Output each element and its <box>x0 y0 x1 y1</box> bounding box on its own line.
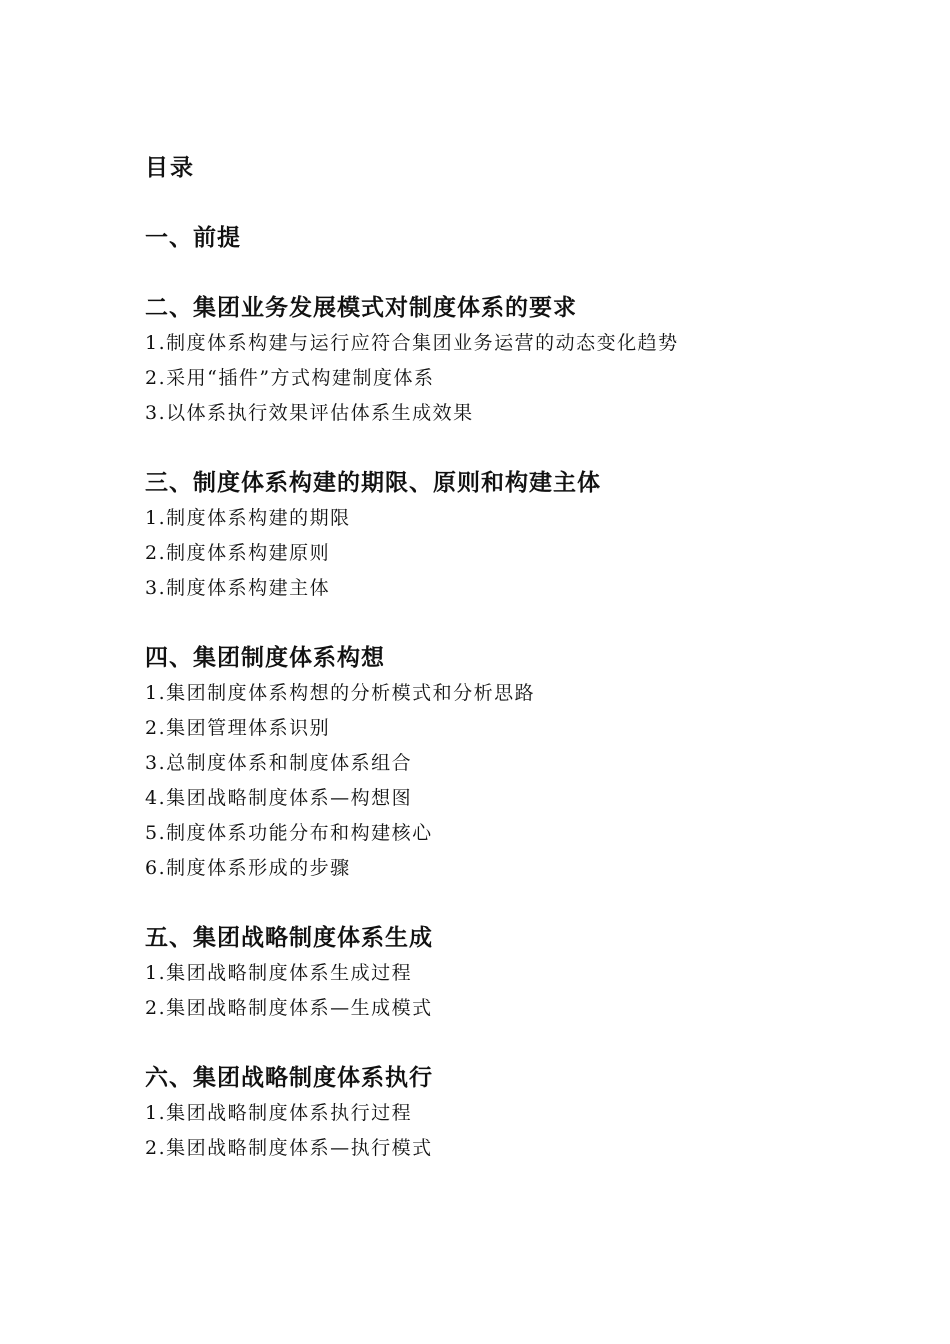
section-items <box>145 1096 905 1166</box>
section-heading: 一、前提 <box>145 224 241 251</box>
section-heading: 五、集团战略制度体系生成 <box>145 924 433 951</box>
toc-title: 目录 <box>145 154 195 181</box>
section-items <box>145 676 905 886</box>
toc-item: 2.集团战略制度体系—执行模式 <box>145 1137 433 1159</box>
toc-item: 2.集团战略制度体系—生成模式 <box>145 997 433 1019</box>
toc-item: 2.制度体系构建原则 <box>145 542 331 564</box>
toc-section-6 <box>145 1060 905 1166</box>
toc-item: 3.总制度体系和制度体系组合 <box>145 752 413 774</box>
toc-item: 3.以体系执行效果评估体系生成效果 <box>145 402 474 424</box>
toc-item: 1.集团战略制度体系生成过程 <box>145 962 413 984</box>
toc-section-2 <box>145 290 905 431</box>
section-heading: 六、集团战略制度体系执行 <box>145 1064 433 1091</box>
toc-section-1 <box>145 220 905 256</box>
toc-section-4 <box>145 640 905 886</box>
toc-item: 2.采用“插件”方式构建制度体系 <box>145 367 435 389</box>
toc-item: 5.制度体系功能分布和构建核心 <box>145 822 433 844</box>
toc-item: 1.制度体系构建的期限 <box>145 507 351 529</box>
toc-item: 1.集团战略制度体系执行过程 <box>145 1102 413 1124</box>
toc-item: 6.制度体系形成的步骤 <box>145 857 351 879</box>
toc-item: 1.制度体系构建与运行应符合集团业务运营的动态变化趋势 <box>145 332 679 354</box>
section-items <box>145 501 905 606</box>
section-items <box>145 956 905 1026</box>
toc-section-3 <box>145 465 905 606</box>
section-items <box>145 326 905 431</box>
toc-item: 3.制度体系构建主体 <box>145 577 331 599</box>
section-heading: 三、制度体系构建的期限、原则和构建主体 <box>145 469 601 496</box>
toc-item: 2.集团管理体系识别 <box>145 717 331 739</box>
document-page <box>145 150 905 1200</box>
section-heading: 二、集团业务发展模式对制度体系的要求 <box>145 294 577 321</box>
toc-section-5 <box>145 920 905 1026</box>
toc-item: 1.集团制度体系构想的分析模式和分析思路 <box>145 682 536 704</box>
toc-item: 4.集团战略制度体系—构想图 <box>145 787 413 809</box>
section-heading: 四、集团制度体系构想 <box>145 644 385 671</box>
